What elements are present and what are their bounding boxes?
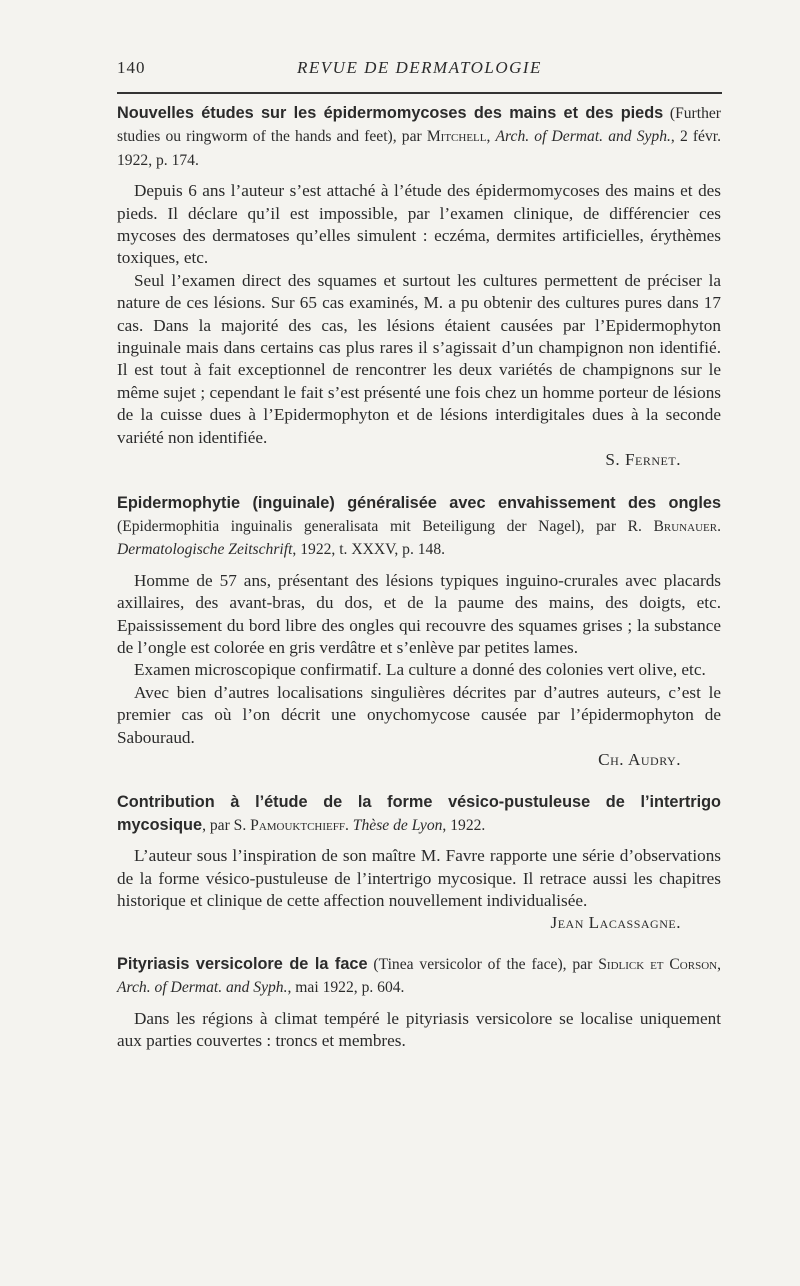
spacer [117,837,721,845]
citation-journal: Arch. of Dermat. and Syph. [117,979,288,997]
citation-text: , par [202,816,234,834]
article-heading [117,791,721,837]
citation-separator: . [717,517,721,535]
paragraph: Depuis 6 ans l’auteur s’est attaché à l’étude des épidermomycoses des mains et des pieds. Il déclare qu’il est impossible, par l’examen clinique, de différencier ces mycoses des dermatoses qu’elles simulent : eczéma, dermites artificielles, érythèmes toxiques, etc. [117,181,721,268]
article-heading [117,102,721,172]
paragraph: Dans les régions à climat tempéré le pityriasis versicolore se localise uniquement aux parties couvertes : troncs et membres. [117,1008,721,1051]
article-title: Epidermophytie (inguinale) généralisée avec envahissement des ongles [117,493,721,512]
article-brunauer [117,492,721,772]
citation-journal: Thèse de Lyon [352,816,443,834]
spacer [117,771,721,791]
page-number: 140 [117,58,146,77]
spacer [117,562,721,570]
page-body [117,102,721,1052]
paragraph: L’auteur sous l’inspiration de son maître M. Favre rapporte une série d’observations de la forme vésico-pustuleuse de l’intertrigo mycosique. Il retrace aussi les chapitres historique et clinique de cette affection nouvellement individualisée. [117,846,721,910]
citation-text: (Tinea versicolor of the face), par [367,955,599,973]
paragraph: Homme de 57 ans, présentant des lésions typiques inguino-crurales avec placards axillaires, des avant-bras, du dos, et de la paume des mains, des doigts, etc. Epaississement du bord libre des ongles qui recouvre des squames grises ; la substance de l’ongle est colorée en gris verdâtre et s’enlève par petites lames. [117,570,721,657]
citation-author: Mitchell [426,128,487,146]
citation-separator: , [717,955,721,973]
article-title: Contribution à l’étude de la forme vésico-pustuleuse de l’intertrigo mycosique [117,793,721,834]
paragraph: Avec bien d’autres localisations singulières décrites par d’autres auteurs, c’est le premier cas où l’on décrit une onychomycose causée par l’épidermophyton de Sabouraud. [117,682,721,747]
paragraph: Seul l’examen direct des squames et surtout les cultures permettent de préciser la nature de ces lésions. Sur 65 cas examinés, M. a pu obtenir des cultures pures dans 17 cas. Dans la majorité des cas, les lésions étaient causées par l’Epidermophyton inguinale mais dans certains cas plus rares il s’agissait d’un champignon non identifié. Il est tout à fait exceptionnel de rencontrer les deux variétés de champignons sur le même sujet ; cependant le fait s’est présenté une fois chez un homme porteur de lésions de la cuisse dues à l’Epidermophyton et de lésions interdigitales dues à la seconde variété non identifiée. [117,270,721,447]
citation-journal: Dermatologische Zeitschrift [117,541,293,559]
article-title: Pityriasis versicolore de la face [117,954,368,973]
article-title: Nouvelles études sur les épidermomycoses des mains et des pieds [117,104,664,122]
citation-details: , mai 1922, p. 604. [287,979,405,997]
citation-details: , 2 févr. 1922, p. 174. [117,128,722,169]
spacer [117,1000,721,1008]
article-mitchell [117,102,721,472]
spacer [117,172,721,180]
citation-details: , 1922. [442,816,486,834]
citation-details: , 1922, t. XXXV, p. 148. [292,541,446,559]
article-heading [117,953,721,1000]
spacer [117,935,721,953]
citation-separator: , [486,128,496,146]
article-signature: Jean Lacassagne. [550,913,681,933]
running-head [117,58,722,86]
journal-title: REVUE DE DERMATOLOGIE [297,58,542,77]
article-signature: S. Fernet. [605,450,681,470]
article-heading [117,492,721,562]
paragraph: Examen microscopique confirmatif. La culture a donné des colonies vert olive, etc. [134,660,706,680]
citation-text: (Epidermophitia inguinalis generalisata mit Beteiligung der Nagel), par [117,517,628,535]
citation-author: R. Brunauer [627,517,718,535]
article-signature: Ch. Audry. [598,749,681,769]
header-rule [117,92,722,94]
citation-journal: Arch. of Dermat. and Syph. [495,128,671,146]
spacer [117,472,721,492]
article-pamouktchieff [117,791,721,934]
citation-text: (Further studies ou ringworm of the hands and feet), par [117,105,721,146]
citation-author: Sidlick et Corson [598,955,718,973]
citation-author: S. Pamouktchieff [233,816,345,834]
article-sidlick-corson [117,953,721,1053]
citation-separator: . [345,816,353,834]
